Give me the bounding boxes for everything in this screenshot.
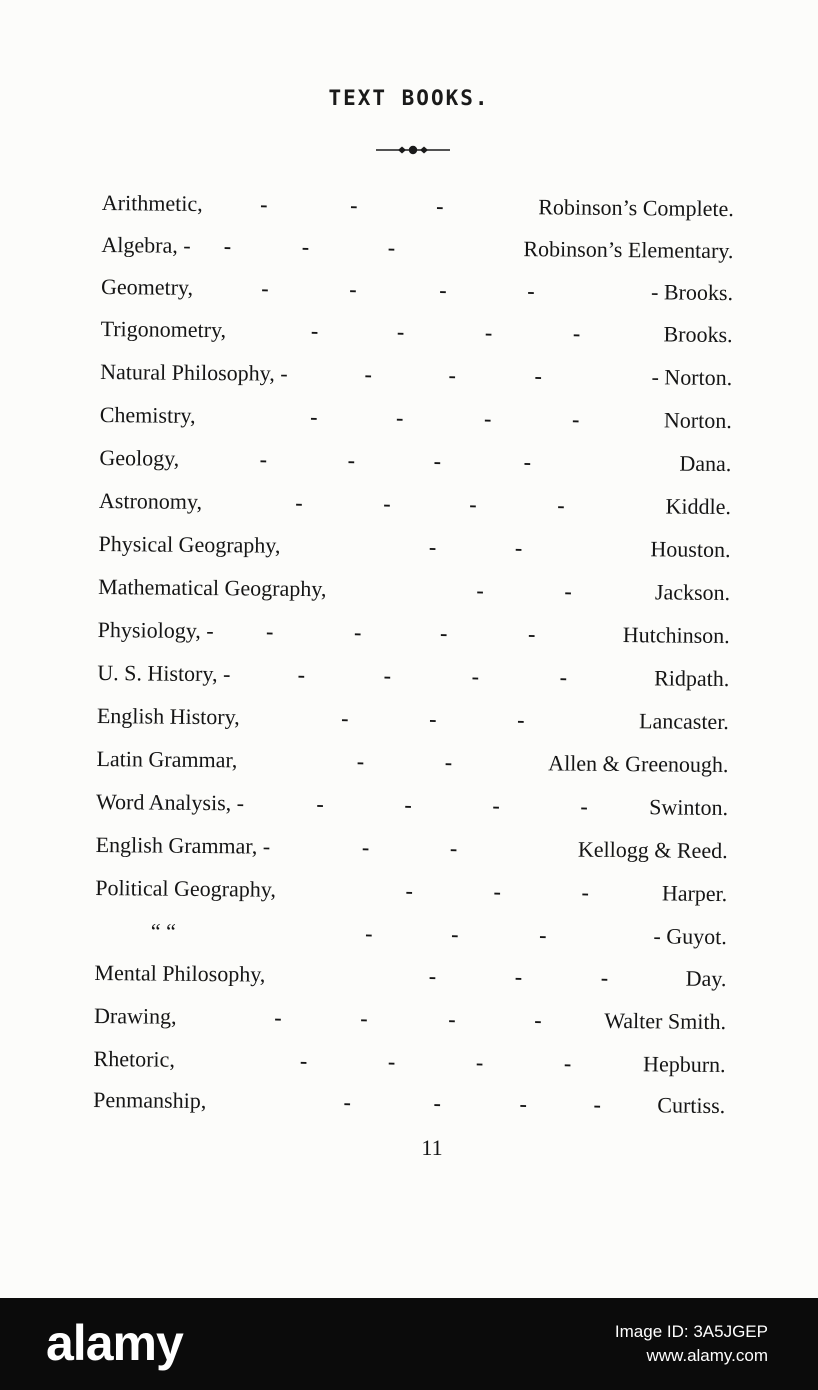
- dot-leader: -: [469, 491, 477, 517]
- subject-label: Penmanship,: [93, 1086, 207, 1114]
- dot-leader: -: [572, 406, 580, 432]
- dot-leader: -: [527, 278, 535, 304]
- dot-leader: -: [310, 404, 318, 430]
- dot-leader: -: [428, 963, 437, 989]
- dot-leader: -: [600, 964, 609, 990]
- textbook-name: - Guyot.: [653, 923, 727, 950]
- dot-leader: -: [259, 446, 268, 472]
- textbook-name: Curtiss.: [657, 1092, 726, 1119]
- dot-leader: -: [365, 920, 373, 946]
- textbook-name: - Brooks.: [651, 279, 734, 306]
- list-item: [98, 614, 730, 652]
- dot-leader: -: [299, 1047, 308, 1074]
- dot-leader: -: [396, 318, 405, 344]
- dot-leader: -: [559, 664, 568, 690]
- dot-leader: -: [428, 534, 437, 560]
- dot-leader: -: [514, 534, 523, 561]
- dot-leader: -: [572, 320, 581, 346]
- dot-leader: -: [361, 834, 370, 860]
- dot-leader: -: [433, 1090, 442, 1116]
- dot-leader: -: [261, 275, 269, 301]
- textbook-name: Walter Smith.: [604, 1007, 727, 1035]
- dot-leader: -: [347, 447, 356, 473]
- dot-leader: -: [448, 362, 456, 388]
- subject-label: Mathematical Geography,: [98, 574, 327, 602]
- textbook-name: - Norton.: [651, 364, 733, 391]
- list-item: [100, 313, 732, 351]
- textbook-name: Hutchinson.: [622, 622, 730, 649]
- alamy-logo: alamy: [46, 1315, 183, 1371]
- dot-leader: -: [433, 448, 442, 474]
- subject-label: Physical Geography,: [98, 531, 281, 558]
- dot-leader: -: [534, 1007, 542, 1033]
- list-item: [98, 528, 730, 566]
- list-item: [101, 271, 733, 309]
- dot-leader: -: [439, 277, 447, 303]
- list-item: [96, 743, 728, 781]
- textbook-name: Dana.: [679, 450, 732, 477]
- textbook-name: Allen & Greenough.: [548, 750, 729, 778]
- dot-leader: -: [471, 663, 480, 689]
- dot-leader: -: [429, 706, 437, 732]
- dot-leader: -: [539, 922, 547, 948]
- subject-label: Physiology, -: [97, 616, 214, 644]
- list-item: [99, 442, 731, 480]
- dot-leader: -: [476, 577, 484, 603]
- dot-leader: -: [436, 193, 444, 219]
- subject-label: Word Analysis, -: [95, 788, 245, 816]
- dot-leader: -: [581, 879, 590, 905]
- list-item: [93, 1043, 725, 1081]
- dot-leader: -: [387, 234, 396, 260]
- image-id-block: [615, 1320, 768, 1368]
- dot-leader: -: [301, 233, 310, 260]
- dot-leader: -: [580, 793, 588, 819]
- dot-leader: -: [383, 490, 391, 516]
- dot-leader: -: [449, 835, 458, 861]
- dot-leader: -: [534, 363, 542, 389]
- dot-leader: -: [564, 578, 572, 604]
- subject-label: Astronomy,: [98, 488, 203, 514]
- list-item: [101, 229, 733, 267]
- dot-leader: -: [527, 621, 536, 647]
- subject-label: Mental Philosophy,: [94, 959, 266, 987]
- ornament-divider: [374, 143, 452, 157]
- subject-label: Drawing,: [93, 1002, 177, 1029]
- subject-label: Latin Grammar,: [96, 745, 238, 773]
- dot-leader: -: [563, 1050, 572, 1076]
- subject-label: Political Geography,: [95, 874, 277, 902]
- dot-leader: -: [343, 1089, 352, 1115]
- list-item: [97, 657, 729, 695]
- textbook-name: Swinton.: [649, 794, 729, 821]
- dot-leader: -: [297, 661, 306, 687]
- textbook-name: Ridpath.: [654, 665, 730, 692]
- dot-leader: -: [439, 620, 448, 646]
- list-item: [96, 829, 728, 867]
- site-url: www.alamy.com: [646, 1346, 768, 1365]
- dot-leader: -: [310, 318, 319, 344]
- dot-leader: -: [316, 791, 324, 817]
- dot-leader: -: [295, 489, 303, 515]
- dot-leader: -: [353, 619, 362, 645]
- list-item: [102, 187, 734, 225]
- subject-label: Geometry,: [100, 274, 194, 300]
- list-item: [98, 571, 730, 609]
- dot-leader: -: [341, 705, 349, 731]
- subject-label: English Grammar, -: [95, 831, 271, 859]
- list-item: [100, 356, 732, 394]
- dot-leader: -: [492, 792, 500, 818]
- list-item: [95, 915, 727, 953]
- subject-label: English History,: [96, 702, 240, 730]
- dot-leader: -: [356, 748, 365, 774]
- textbook-name: Norton.: [663, 407, 732, 434]
- page-title: TEXT BOOKS.: [328, 86, 490, 110]
- list-item: [94, 957, 726, 995]
- dot-leader: -: [387, 1048, 396, 1074]
- textbook-name: Houston.: [650, 536, 731, 563]
- dot-leader: -: [557, 492, 565, 518]
- dot-leader: -: [475, 1049, 484, 1075]
- dot-leader: -: [360, 1005, 368, 1031]
- subject-label: Arithmetic,: [101, 190, 203, 216]
- textbook-list: [0, 186, 818, 1134]
- dot-leader: -: [493, 878, 502, 904]
- page-number: 11: [421, 1135, 443, 1160]
- dot-leader: -: [350, 192, 358, 218]
- dot-leader: -: [484, 319, 493, 345]
- list-item: [99, 485, 731, 523]
- textbook-name: Hepburn.: [643, 1051, 726, 1078]
- dot-leader: -: [396, 404, 404, 430]
- list-item: [97, 700, 729, 738]
- dot-leader: -: [448, 1006, 456, 1032]
- list-item: [95, 872, 727, 910]
- dot-leader: -: [484, 405, 492, 431]
- subject-label: “ “: [150, 918, 177, 944]
- textbook-name: Lancaster.: [638, 708, 730, 735]
- dot-leader: -: [517, 707, 525, 733]
- dot-leader: -: [223, 233, 232, 259]
- dot-leader: -: [514, 964, 523, 990]
- textbook-name: Harper.: [661, 880, 728, 907]
- subject-label: Algebra, -: [101, 232, 191, 258]
- dot-leader: -: [523, 449, 532, 475]
- dot-leader: -: [364, 361, 372, 387]
- subject-label: Rhetoric,: [93, 1045, 176, 1072]
- dot-leader: -: [383, 662, 392, 688]
- textbook-name: Day.: [685, 965, 727, 992]
- subject-label: Geology,: [99, 445, 180, 471]
- list-item: [94, 1000, 726, 1038]
- dot-leader: -: [349, 276, 357, 302]
- image-id: Image ID: 3A5JGEP: [614, 1322, 768, 1341]
- subject-label: Trigonometry,: [100, 316, 227, 343]
- list-item: [100, 399, 732, 437]
- list-item: [96, 786, 728, 824]
- dot-leader: -: [444, 749, 453, 775]
- textbook-name: Robinson’s Complete.: [538, 194, 734, 222]
- dot-leader: -: [265, 618, 274, 644]
- subject-label: U. S. History, -: [97, 659, 231, 687]
- dot-leader: -: [405, 877, 414, 904]
- textbook-name: Jackson.: [654, 579, 731, 606]
- textbook-name: Robinson’s Elementary.: [523, 236, 734, 264]
- textbook-name: Brooks.: [663, 321, 733, 348]
- dot-leader: -: [519, 1091, 527, 1117]
- dot-leader: -: [404, 791, 412, 818]
- subject-label: Natural Philosophy, -: [100, 359, 288, 386]
- textbook-name: Kiddle.: [665, 493, 732, 520]
- dot-leader: -: [593, 1091, 601, 1117]
- list-item: [93, 1084, 725, 1122]
- subject-label: Chemistry,: [99, 402, 196, 428]
- dot-leader: -: [260, 191, 268, 217]
- dot-leader: -: [451, 921, 459, 947]
- dot-leader: -: [274, 1004, 282, 1030]
- textbook-name: Kellogg & Reed.: [577, 836, 728, 864]
